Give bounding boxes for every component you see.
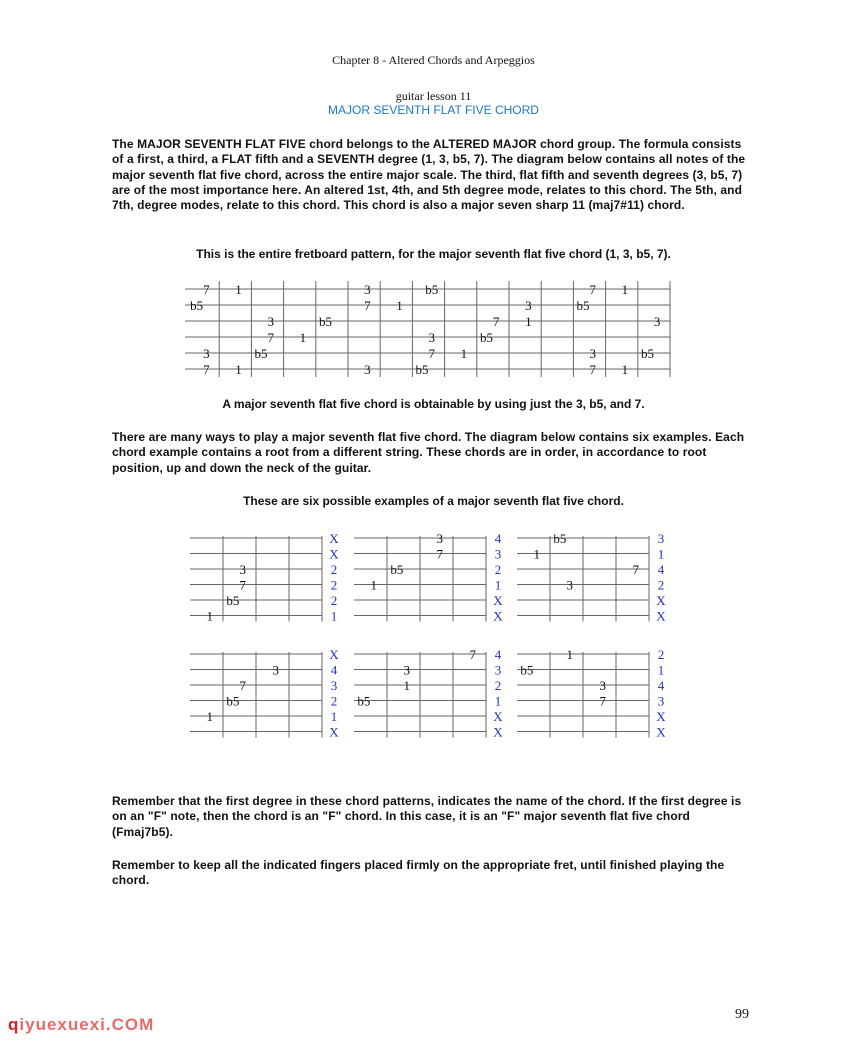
finger-marker: 2 [330, 593, 338, 608]
chord-note: b5 [226, 693, 240, 709]
chord-note: 7 [436, 546, 444, 562]
fretboard-note: 7 [589, 362, 596, 377]
site-logo: qiyuexuexi.COM [8, 1015, 155, 1034]
ways-paragraph: There are many ways to play a major seventh flat five chord. The diagram below contains six examples. Each chord example contains a root from a different string. These chords are in order, in accordance to root position, up and down the neck of the guitar. [112, 430, 745, 475]
chord-diagram-3 [517, 531, 666, 624]
remember-paragraph-1: Remember that the first degree in these chord patterns, indicates the name of the chord. If the first degree is on an "F" note, then the chord is an "F" chord. In this case, it is an "F" major seventh flat five chord (Fmaj7b5). [112, 794, 742, 839]
chord-note: b5 [390, 562, 404, 577]
finger-marker: 2 [494, 562, 502, 577]
obtainable-caption: A major seventh flat five chord is obtainable by using just the 3, b5, and 7. [222, 397, 645, 411]
finger-marker: X [329, 531, 339, 546]
finger-marker: 4 [494, 531, 502, 546]
chord-note: 7 [632, 562, 640, 577]
fretboard-note: 1 [621, 282, 629, 297]
intro-paragraph: The MAJOR SEVENTH FLAT FIVE chord belongs to the ALTERED MAJOR chord group. The formula consists of a first, a third, a FLAT fifth and a SEVENTH degree (1, 3, b5, 7). The diagram below contains all notes of the major seventh flat five chord, across the entire major scale. The third, flat fifth and seventh degrees (3, b5, 7) are of the most importance here. An altered 1st, 4th, and 5th degree mode, relates to this chord. The 5th, and 7th, degree modes, relate to this chord. This chord is also a major seven sharp 11 (maj7#11) chord. [112, 137, 746, 213]
chord-note: 3 [436, 531, 444, 546]
chord-note: 1 [370, 577, 378, 593]
finger-marker: 1 [494, 577, 502, 593]
fretboard-note: 1 [525, 314, 532, 329]
chord-note: 3 [272, 662, 280, 678]
chord-note: b5 [357, 693, 371, 709]
chord-note: 1 [206, 709, 214, 724]
chord-note: b5 [226, 593, 240, 608]
page-number: 99 [735, 1007, 749, 1022]
finger-marker: 4 [330, 662, 338, 678]
chord-note: 1 [533, 546, 541, 562]
fretboard-note: 1 [235, 282, 242, 297]
finger-marker: X [493, 593, 503, 608]
fretboard-note: 3 [428, 330, 435, 345]
chord-note: 3 [566, 577, 574, 593]
finger-marker: X [329, 546, 339, 562]
examples-caption: These are six possible examples of a major seventh flat five chord. [243, 494, 624, 508]
lesson-title: MAJOR SEVENTH FLAT FIVE CHORD [328, 103, 539, 117]
remember-paragraph-2: Remember to keep all the indicated fingers placed firmly on the appropriate fret, until finished playing the chord. [112, 858, 725, 888]
fretboard-note: 1 [235, 362, 242, 377]
fretboard-note: b5 [479, 330, 493, 345]
fretboard-note: b5 [254, 346, 268, 361]
fretboard-note: 3 [267, 314, 274, 329]
finger-marker: 2 [330, 693, 338, 709]
finger-marker: 2 [657, 647, 665, 662]
chord-diagram-4 [190, 647, 339, 740]
chapter-header: Chapter 8 - Altered Chords and Arpeggios [332, 53, 535, 67]
chord-note: 1 [566, 647, 574, 662]
finger-marker: 4 [657, 678, 665, 693]
fretboard-note: b5 [640, 346, 654, 361]
fretboard-note: b5 [190, 298, 204, 313]
fretboard-note: b5 [425, 282, 439, 297]
chord-diagram-1 [190, 531, 339, 624]
fretboard-note: 3 [525, 298, 532, 313]
finger-marker: X [656, 724, 666, 740]
finger-marker: 1 [330, 608, 338, 624]
chord-note: 3 [599, 678, 607, 693]
fretboard-note: 7 [589, 282, 596, 297]
finger-marker: 2 [330, 577, 338, 593]
chord-note: b5 [553, 531, 567, 546]
chord-note: 3 [403, 662, 411, 678]
fretboard-note: 7 [267, 330, 274, 345]
fretboard-note: 7 [203, 362, 210, 377]
fretboard-note: 1 [396, 298, 403, 313]
finger-marker: 1 [330, 709, 338, 724]
finger-marker: 2 [657, 577, 665, 593]
fretboard-diagram [185, 281, 685, 377]
finger-marker: 3 [330, 678, 338, 693]
fretboard-note: b5 [415, 362, 429, 377]
finger-marker: 3 [494, 546, 502, 562]
finger-marker: X [656, 709, 666, 724]
fretboard-note: 3 [653, 314, 661, 329]
chord-diagram-5 [354, 647, 503, 740]
fretboard-note: b5 [318, 314, 332, 329]
fretboard-note: 3 [364, 362, 371, 377]
fretboard-note: 7 [428, 346, 435, 361]
finger-marker: X [329, 724, 339, 740]
fretboard-note: 1 [299, 330, 307, 345]
fretboard-note: 3 [589, 346, 596, 361]
finger-marker: 3 [657, 531, 665, 546]
finger-marker: X [493, 608, 503, 624]
fretboard-note: b5 [576, 298, 590, 313]
finger-marker: 1 [657, 662, 665, 678]
lesson-label: guitar lesson 11 [395, 89, 472, 103]
finger-marker: 4 [494, 647, 502, 662]
finger-marker: 2 [330, 562, 338, 577]
chord-note: 7 [239, 577, 247, 593]
fretboard-note: 1 [621, 362, 629, 377]
finger-marker: 4 [657, 562, 665, 577]
fretboard-note: 3 [203, 346, 210, 361]
chord-diagram-2 [354, 531, 503, 624]
finger-marker: X [656, 608, 666, 624]
chord-diagram-6 [517, 647, 666, 740]
fretboard-note: 7 [492, 314, 500, 329]
chord-note: 7 [239, 678, 247, 693]
finger-marker: X [656, 593, 666, 608]
finger-marker: 2 [494, 678, 502, 693]
chord-note: 3 [239, 562, 247, 577]
pattern-caption: This is the entire fretboard pattern, for the major seventh flat five chord (1, 3, b5, 7). [196, 247, 671, 261]
chord-examples [0, 520, 867, 750]
fretboard-note: 3 [364, 282, 371, 297]
finger-marker: 3 [657, 693, 665, 709]
finger-marker: 1 [657, 546, 665, 562]
finger-marker: 1 [494, 693, 502, 709]
finger-marker: X [329, 647, 339, 662]
finger-marker: X [493, 724, 503, 740]
chord-note: 7 [599, 693, 607, 709]
fretboard-note: 7 [203, 282, 210, 297]
fretboard-note: 7 [364, 298, 371, 313]
chord-note: 1 [206, 608, 214, 624]
chord-note: 1 [403, 678, 411, 693]
chord-note: b5 [520, 662, 534, 678]
fretboard-note: 1 [460, 346, 468, 361]
finger-marker: 3 [494, 662, 502, 678]
chord-note: 7 [469, 647, 477, 662]
finger-marker: X [493, 709, 503, 724]
